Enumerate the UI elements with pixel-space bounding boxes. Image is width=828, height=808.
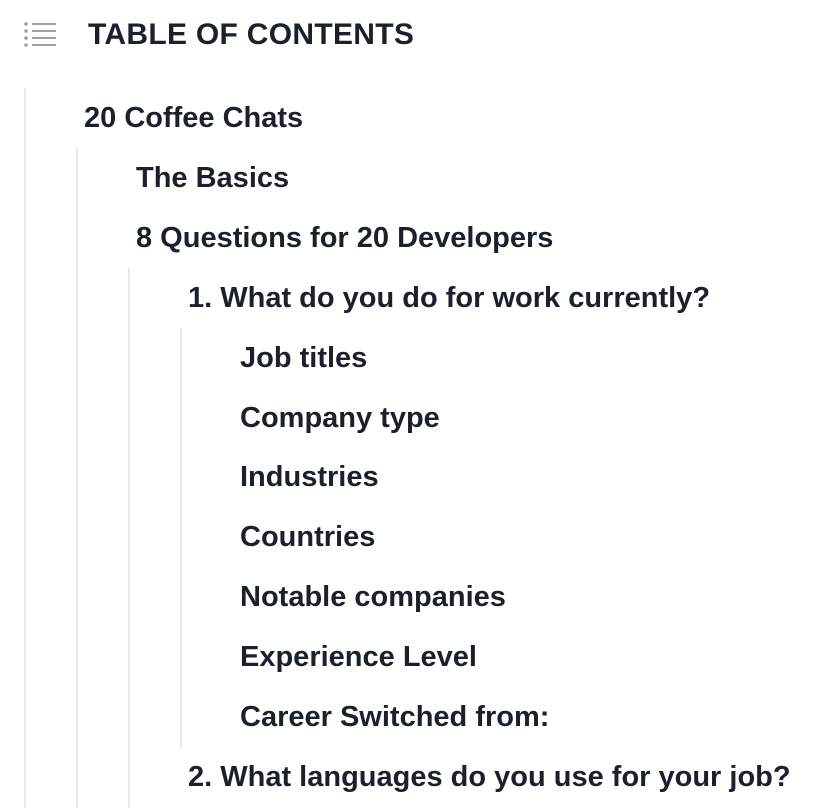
toc-item-career-switched[interactable]: Career Switched from:	[240, 701, 550, 733]
toc-item-job-titles[interactable]: Job titles	[240, 342, 368, 374]
list-icon[interactable]	[24, 22, 56, 48]
toc-item-question-1[interactable]: 1. What do you do for work currently?	[188, 282, 711, 314]
toc-item-20-coffee-chats[interactable]: 20 Coffee Chats	[84, 102, 304, 134]
toc-guide-level-0	[24, 88, 26, 808]
toc-item-company-type[interactable]: Company type	[240, 402, 440, 434]
toc-item-the-basics[interactable]: The Basics	[136, 162, 290, 194]
toc-item-question-2[interactable]: 2. What languages do you use for your job?	[188, 761, 791, 793]
toc-item-experience-level[interactable]: Experience Level	[240, 641, 477, 673]
toc-guide-level-3	[180, 328, 182, 748]
toc-item-notable-companies[interactable]: Notable companies	[240, 581, 506, 613]
toc-item-countries[interactable]: Countries	[240, 521, 376, 553]
toc-title: TABLE OF CONTENTS	[88, 18, 415, 51]
toc-guide-level-2	[128, 268, 130, 808]
toc-guide-level-1	[76, 148, 78, 808]
toc-item-8-questions[interactable]: 8 Questions for 20 Developers	[136, 222, 554, 254]
toc-header	[0, 0, 828, 70]
toc-item-industries[interactable]: Industries	[240, 461, 379, 493]
